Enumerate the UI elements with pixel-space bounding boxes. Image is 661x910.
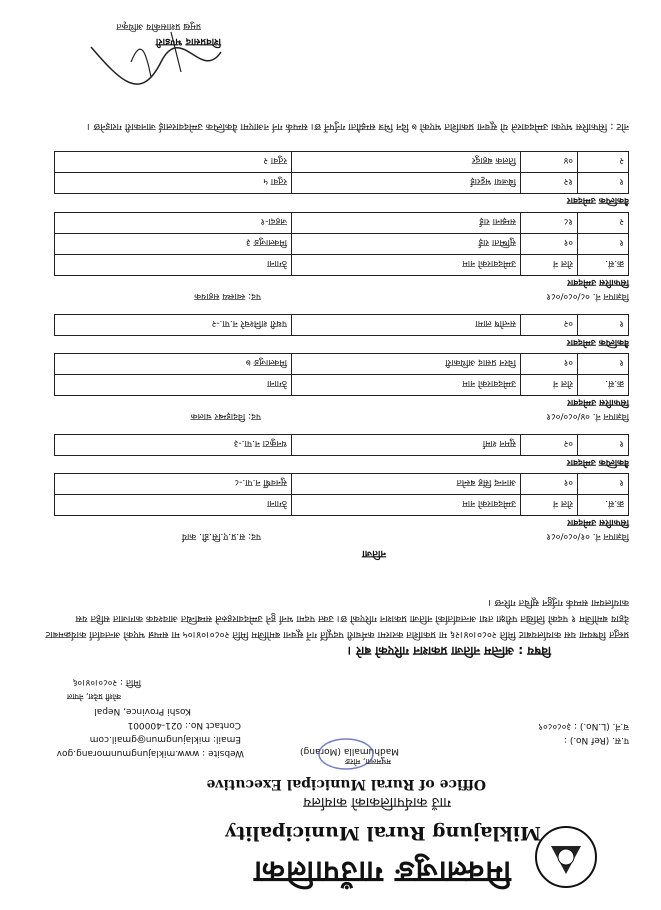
cell: आनन्द सिंह बस्नेत [292,474,521,495]
alternate-table [54,314,629,336]
subject-line: विषय : अन्तिम नतिजा प्रकाशन गरिएको बारे । [347,644,551,658]
cell: सुष्मिता राई [292,234,521,255]
nepal-emblem-logo [533,824,599,890]
table-header-row [55,375,629,396]
table-row [55,152,629,173]
cell: चिरन प्रसाद अधिकारी [292,354,521,375]
cell: सुनवर्षी न.पा.-८ [55,474,292,495]
table-header-row [55,255,629,276]
table-row [55,234,629,255]
table-row [55,474,629,495]
cell: ०२ [521,315,578,336]
address-nepali: मधुमल्ला, मोरङ [345,757,391,766]
table-row [55,173,629,194]
cell: १२ [521,173,578,194]
cell: १ [578,354,629,375]
cell: रतुवा ५ [55,173,292,194]
cell: सम्झना राई [292,213,521,234]
cell: ०२ [521,435,578,456]
table-row [55,315,629,336]
note-text: नोट : सिफारिस भएका उम्मेदवारले यो सूचना प्रकाशित भएको ७ दिन भित्र सम्झौता गर्नुपर्ने छ। सम्पर्क गर्न नआएमा वैकल्पिक उम्मेदवारलाई जानकारी गराइनेछ । [86,121,629,132]
cell: मिक्लाजुङ ३ [55,234,292,255]
cell: १ [578,435,629,456]
contact-number: Contact No.: 021-400001 [127,720,241,730]
cell: १ [578,234,629,255]
body-paragraph: प्रस्तुत विषयमा यस कार्यालयबाट मिति २०८०।०४।२६ मा प्रकाशित करारमा कर्मचारी पदपूर्ति गर्ने सूचना बमोजिम मिति २०८०।०४।०५ मा सम्पन्न भएको अन्तर्वार्ता कार्यक्रमबाट देहाय बमोजिम १ पदको लिखित परीक्षा तथा अन्तर्वार्ताको नतिजा प्रकाशन गरिएको छ। उक्त पदमा भर्ना हुने उम्मेदवारहरुले सम्बन्धित आवश्यक कागजात सहित यस कार्यालयमा सम्पर्क गर्नुहुन सूचित गरिन्छ । [45,597,629,640]
cell: धनकुटा न.पा.-३ [55,435,292,456]
col-serial: क्र.सं. [578,495,629,516]
cell: पथरी शनिश्चरे न.पा.-२ [55,315,292,336]
reference-number: प.स. (Ref No.) : [563,735,629,745]
post-name: पद: स.प्र.ए.सि.डी. कार्य [181,531,261,541]
org-name-nepali: मिक्लाजुङ गाउँपालिका [253,854,511,889]
col-name: उम्मेदवारको नाम [292,255,521,276]
advertisement-number: विज्ञापन नं. ०८/०८०/०८१ [546,291,629,301]
post-name: पद: विदाइम्बर चालक [190,411,261,421]
address-english: Madhumalla (Morang) [300,746,399,756]
advertisement-number: विज्ञापन नं. ०४/०८०/०८१ [546,411,629,421]
table-row [55,435,629,456]
recommended-table [54,212,629,276]
office-name-english: Office of Rural Municipal Executive [206,776,486,792]
col-address: ठेगाना [55,375,292,396]
alternate-label: वैकल्पिक उम्मेदवार [566,337,629,347]
signatory-title: प्रमुख प्रशासकीय अधिकृत [116,21,201,31]
dispatch-number: च.नं. (L.No.) : ३०८०८०९ [538,721,629,731]
post-name: पद: स्वास्थ्य सहायक [194,291,261,301]
cell: १८ [521,213,578,234]
cell: जहदा-१ [55,213,292,234]
alternate-label: वैकल्पिक उम्मेदवार [566,457,629,467]
website-text: Website : www.miklajungmunmorang.gov [56,748,244,758]
org-name-english: Miklajung Rural Municipality [225,822,541,844]
office-name-nepali: गाउँ कार्यपालिकाको कार्यालय [303,794,451,810]
recommended-label: सिफारिस उम्मेदवार [567,397,629,407]
cell: ०१ [521,474,578,495]
table-row [55,213,629,234]
date-text: मिति : २०८०।०४।०६ [72,677,141,687]
col-roll: रोल नं [521,495,578,516]
cell: मिक्लाजुङ ७ [55,354,292,375]
alternate-table [54,434,629,456]
table-row [55,354,629,375]
col-serial: क्र.सं. [578,375,629,396]
cell: सन्तोष लामा [292,315,521,336]
col-roll: रोल नं [521,255,578,276]
advertisement-number: विज्ञापन नं. ०१/०८०/०८१ [546,531,629,541]
cell: सुमन शर्मा [292,435,521,456]
cell: ०४ [521,152,578,173]
cell: २ [578,152,629,173]
cell: १ [578,173,629,194]
col-serial: क्र.सं. [578,255,629,276]
province-text: Koshi Province, Nepal [94,706,191,716]
recommended-label: सिफारिस उम्मेदवार [567,277,629,287]
cell: १ [578,474,629,495]
recommended-table [54,473,629,516]
cell: २ [578,213,629,234]
signatory-name: शिवप्रसाद भण्डारी [155,36,221,47]
col-address: ठेगाना [55,495,292,516]
col-name: उम्मेदवारको नाम [292,495,521,516]
alternate-label: वैकल्पिक उम्मेदवार [566,195,629,205]
office-seal-stamp [316,736,376,772]
recommended-label: सिफारिस उम्मेदवार [567,517,629,527]
recommended-table [54,353,629,396]
cell: रतुवा २ [55,152,292,173]
email-text: Email: miklajungmun@gmail.com [89,734,241,744]
cell: बिजया भट्टराई [292,173,521,194]
table-header-row [55,495,629,516]
col-address: ठेगाना [55,255,292,276]
cell: १ [578,315,629,336]
col-roll: रोल नं [521,375,578,396]
province-nepali: कोशी प्रदेश, नेपाल [66,692,121,701]
col-name: उम्मेदवारको नाम [292,375,521,396]
cell: तिलक बहादुर [292,152,521,173]
cell: ०१ [521,234,578,255]
cell: ०१ [521,354,578,375]
result-heading: नतिजा [362,548,386,559]
alternate-table [54,151,629,194]
